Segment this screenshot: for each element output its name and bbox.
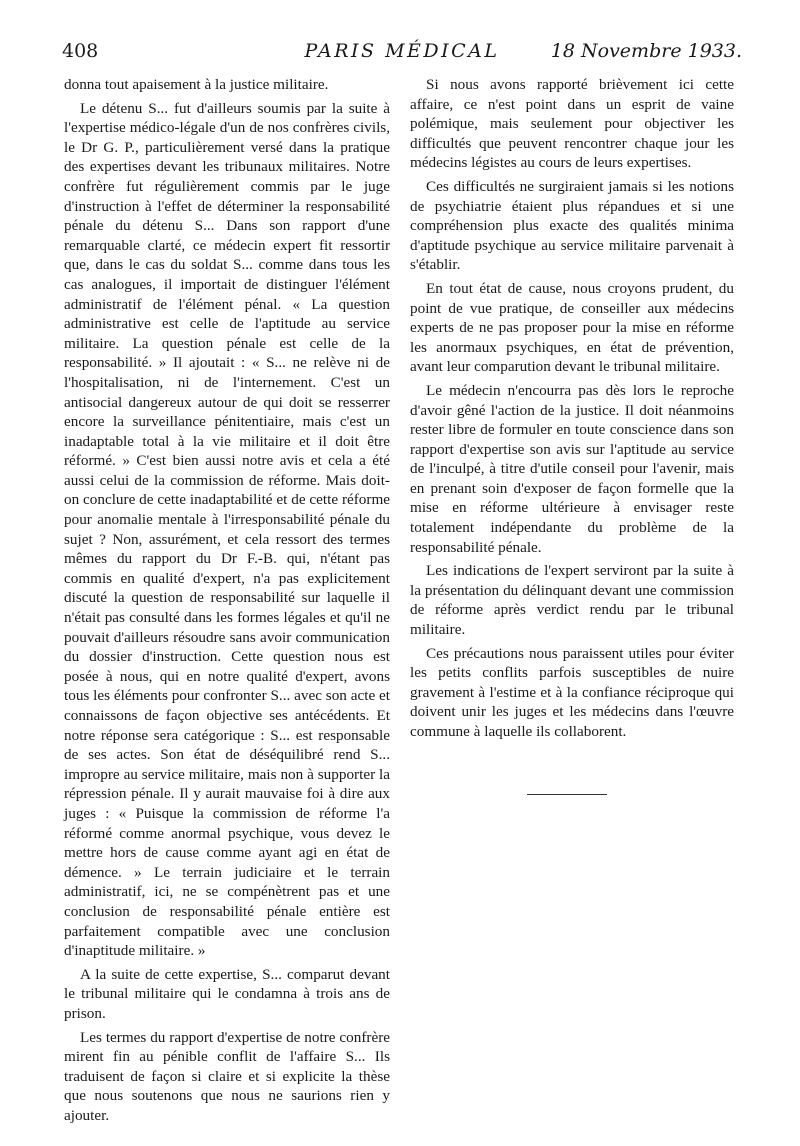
paragraph: Ces précautions nous paraissent utiles pour éviter les petits conflits parfois susceptibles de nuire gravement à l'estime et à la confiance réciproque qui doivent unir les juges et les médecins dans l'œuvre commune à laquelle ils collaborent. xyxy=(410,644,734,740)
page-header xyxy=(62,40,742,70)
paragraph: Les termes du rapport d'expertise de notre confrère mirent fin au pénible conflit de l'affaire S... Ils traduisent de façon si claire et si explicite la thèse que nous soutenons que nous ne saurions rien y ajouter. xyxy=(64,1028,390,1124)
paragraph: Ces difficultés ne surgiraient jamais si les notions de psychiatrie étaient plus répandues et si une compréhension plus exacte des qualités minima d'aptitude psychique au service militaire parvenait à s'établir. xyxy=(410,177,734,274)
paragraph: A la suite de cette expertise, S... comparut devant le tribunal militaire qui le condamna à trois ans de prison. xyxy=(64,965,390,1022)
right-column xyxy=(410,75,734,746)
paragraph: En tout état de cause, nous croyons prudent, du point de vue pratique, de conseiller aux médecins experts de ne pas proposer pour la mise en réforme les anormaux psychiques, en état de prévention, avant leur comparution devant le tribunal militaire. xyxy=(410,279,734,376)
paragraph: Les indications de l'expert serviront par la suite à la présentation du délinquant devant une commission de réforme après verdict rendu par le tribunal militaire. xyxy=(410,562,734,639)
paragraph: Le médecin n'encourra pas dès lors le reproche d'avoir gêné l'action de la justice. Il doit néanmoins rester libre de formuler en toute conscience dans son rapport d'expertise son avis sur l'aptitude au service de l'inculpé, à titre d'utile conseil pour l'avenir, mais en prenant soin d'exposer de façon formelle que la mise en réforme ultérieure à envisager reste totalement indépendante du problème de la responsabilité pénale. xyxy=(410,381,734,556)
issue-date: 18 Novembre 1933. xyxy=(550,40,742,62)
paragraph: Le détenu S... fut d'ailleurs soumis par la suite à l'expertise médico-légale d'un de nos confrères civils, le Dr G. P., particulièrement versé dans la pratique des expertises devant les tribunaux militaires. Notre confrère fut régulièrement commis par le juge d'instruction à l'effet de déterminer la responsabilité pénale du détenu S... Dans son rapport d'une remarquable clarté, ce médecin expert fit ressortir que, dans le cas du soldat S... comme dans tous les cas analogues, il importait de distinguer l'élément administratif de l'élément pénal. « La question administrative est celle de l'aptitude au service militaire. La question pénale est celle de la responsabilité. » Il ajoutait : « S... ne relève ni de l'hospitalisation, ni de l'internement. C'est un antisocial dangereux autour de qui doit se resserrer encore la surveillance pénitentiaire, mais c'est un inadaptable total à la vie militaire et il doit être réformé. » C'est bien aussi notre avis et cela a été aussi celui de la commission de réforme. Mais doit-on conclure de cette inadaptabilité et de cette réforme pour anomalie mentale à l'irresponsabilité pénale du sujet ? Non, assurément, et cela ressort des termes mêmes du rapport du Dr F.-B. qui, n'étant pas commis en qualité d'expert, n'a pas explicitement discuté la question de responsabilité sur laquelle il n'était pas consulté dans les formes légales et qu'il ne pouvait d'ailleurs résoudre sans avoir communication du dossier d'instruction. Cette question nous est posée à nous, qui en notre qualité d'expert, avons tous les éléments pour confronter S... avec son acte et connaissons de façon objective ses antécédents. Et notre réponse sera catégorique : S... est responsable de ses actes. Son état de déséquilibré rend S... impropre au service militaire, mais non à supporter la répression pénale. Il y aurait mauvaise foi à dire aux juges : « Puisque la commission de réforme l'a réformé comme anormal psychique, vous devez le mettre hors de cause comme ayant agi en état de démence. » Le terrain judiciaire et le terrain administratif, ici, ne se compénètrent pas et une conclusion de responsabilité pénale entière est parfaitement compatible avec une conclusion d'inaptitude militaire. » xyxy=(64,99,390,960)
paragraph: donna tout apaisement à la justice militaire. xyxy=(64,76,329,93)
paragraph: Si nous avons rapporté brièvement ici cette affaire, ce n'est point dans un esprit de vaine polémique, mais seulement pour objectiver les difficultés que peuvent rencontrer chaque jour les médecins légistes au cours de leurs expertises. xyxy=(410,76,734,172)
end-rule xyxy=(527,794,607,795)
left-column xyxy=(64,75,390,1129)
journal-title: PARIS MÉDICAL xyxy=(304,40,500,62)
page-number: 408 xyxy=(62,40,99,62)
